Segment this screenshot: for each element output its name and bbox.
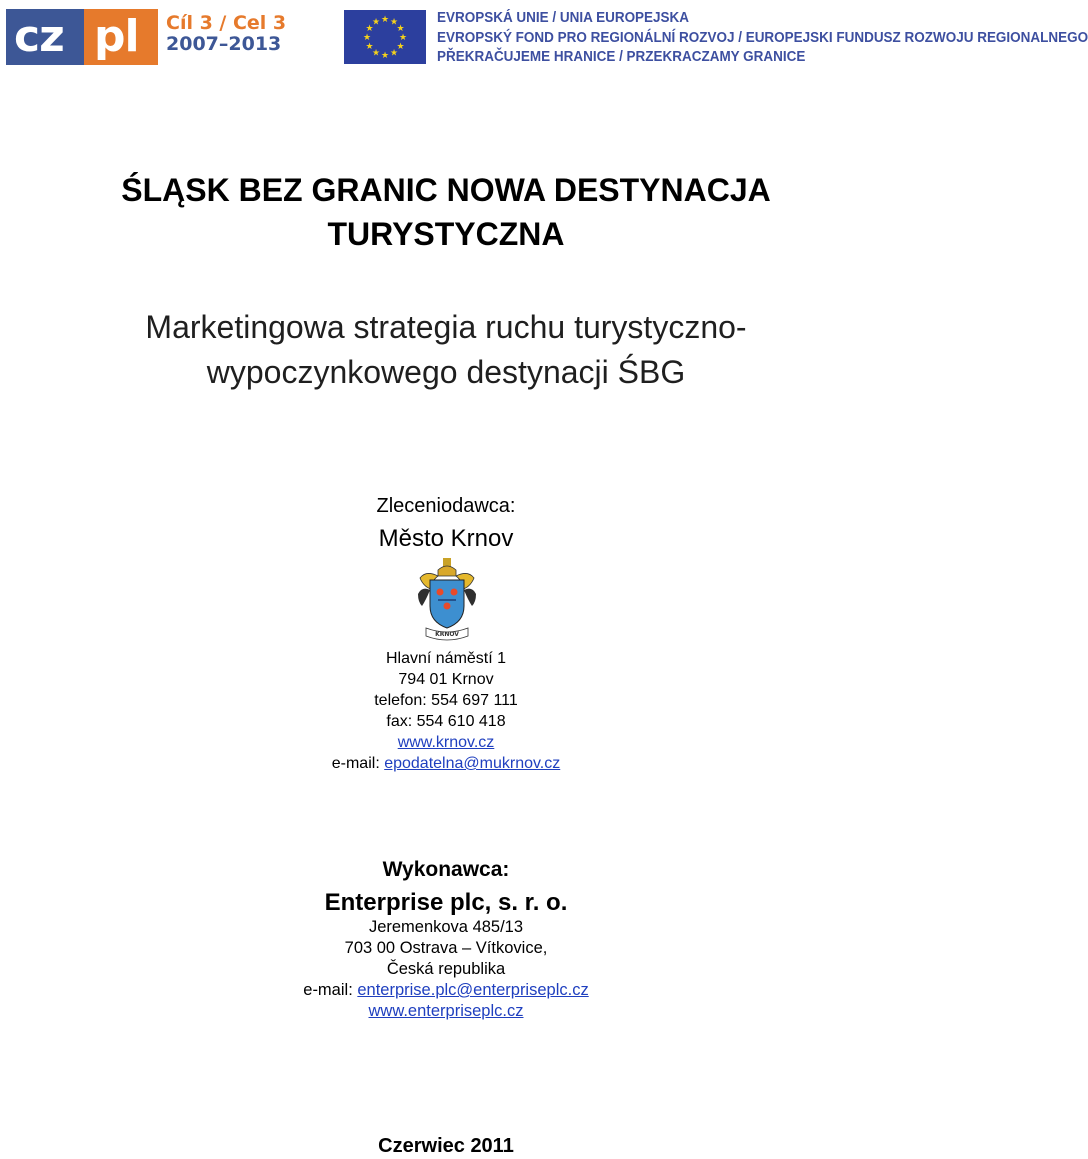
client-email-label: e-mail: bbox=[331, 755, 385, 772]
document-title-line1: ŚLĄSK BEZ GRANIC NOWA DESTYNACJA bbox=[121, 172, 771, 208]
client-web-row bbox=[0, 732, 892, 753]
contractor-email-row bbox=[0, 980, 892, 1001]
pl-logo-text: pl bbox=[94, 11, 139, 62]
client-email-link[interactable]: epodatelna@mukrnov.cz bbox=[384, 755, 561, 772]
svg-text:★: ★ bbox=[389, 17, 399, 28]
eu-line-1: EVROPSKÁ UNIE / UNIA EUROPEJSKA bbox=[437, 10, 690, 26]
svg-text:★: ★ bbox=[398, 33, 408, 43]
svg-text:★: ★ bbox=[362, 33, 372, 43]
svg-text:★: ★ bbox=[396, 24, 405, 34]
client-city: 794 01 Krnov bbox=[398, 671, 494, 688]
eu-stars-icon bbox=[344, 10, 426, 64]
eu-line-3: PŘEKRAČUJEME HRANICE / PRZEKRACZAMY GRANICE bbox=[437, 49, 806, 65]
client-web-link[interactable]: www.krnov.cz bbox=[397, 734, 495, 751]
document-title-line2: TURYSTYCZNA bbox=[327, 216, 565, 252]
program-logo-line1: Cíl 3 / Cel 3 bbox=[166, 12, 287, 34]
svg-text:★: ★ bbox=[380, 51, 390, 61]
contractor-label: Wykonawca: bbox=[382, 858, 510, 881]
svg-text:★: ★ bbox=[389, 48, 399, 59]
client-email-row bbox=[0, 753, 892, 774]
svg-text:★: ★ bbox=[371, 48, 381, 59]
svg-text:★: ★ bbox=[380, 15, 390, 25]
eu-flag-icon bbox=[344, 10, 426, 64]
header-logos bbox=[0, 0, 1088, 70]
client-name: Město Krnov bbox=[378, 525, 514, 552]
eu-text-block bbox=[437, 9, 1088, 68]
client-fax: fax: 554 610 418 bbox=[386, 713, 506, 730]
contractor-web-row bbox=[0, 1001, 892, 1022]
svg-text:★: ★ bbox=[371, 17, 381, 28]
contractor-city: 703 00 Ostrava – Vítkovice, bbox=[344, 939, 548, 957]
document-date: Czerwiec 2011 bbox=[378, 1135, 514, 1157]
contractor-web-link[interactable]: www.enterpriseplc.cz bbox=[368, 1002, 524, 1020]
document-subtitle-line1: Marketingowa strategia ruchu turystyczno- bbox=[145, 309, 747, 345]
svg-text:★: ★ bbox=[365, 24, 374, 34]
contractor-country: Česká republika bbox=[386, 960, 506, 978]
svg-text:★: ★ bbox=[365, 42, 374, 52]
czpl-logo bbox=[6, 9, 158, 65]
program-logo-line2: 2007–2013 bbox=[166, 33, 282, 55]
eu-line-2: EVROPSKÝ FOND PRO REGIONÁLNÍ ROZVOJ / EUROPEJSKI FUNDUSZ ROZWOJU REGIONALNEGO bbox=[437, 29, 1088, 46]
client-label: Zleceniodawca: bbox=[376, 495, 516, 517]
krnov-coat-of-arms-icon bbox=[416, 556, 478, 642]
contractor-email-label: e-mail: bbox=[303, 981, 358, 999]
svg-text:KRNOV: KRNOV bbox=[435, 631, 459, 638]
contractor-address: Jeremenkova 485/13 bbox=[368, 918, 524, 936]
svg-text:★: ★ bbox=[396, 42, 405, 52]
cz-logo-text: cz bbox=[14, 11, 64, 62]
contractor-email-link[interactable]: enterprise.plc@enterpriseplc.cz bbox=[357, 981, 589, 999]
contractor-name: Enterprise plc, s. r. o. bbox=[324, 889, 568, 916]
document-subtitle-line2: wypoczynkowego destynacji ŚBG bbox=[206, 354, 686, 390]
program-logo bbox=[166, 13, 286, 55]
client-phone: telefon: 554 697 111 bbox=[374, 692, 518, 709]
client-address: Hlavní náměstí 1 bbox=[385, 650, 507, 667]
